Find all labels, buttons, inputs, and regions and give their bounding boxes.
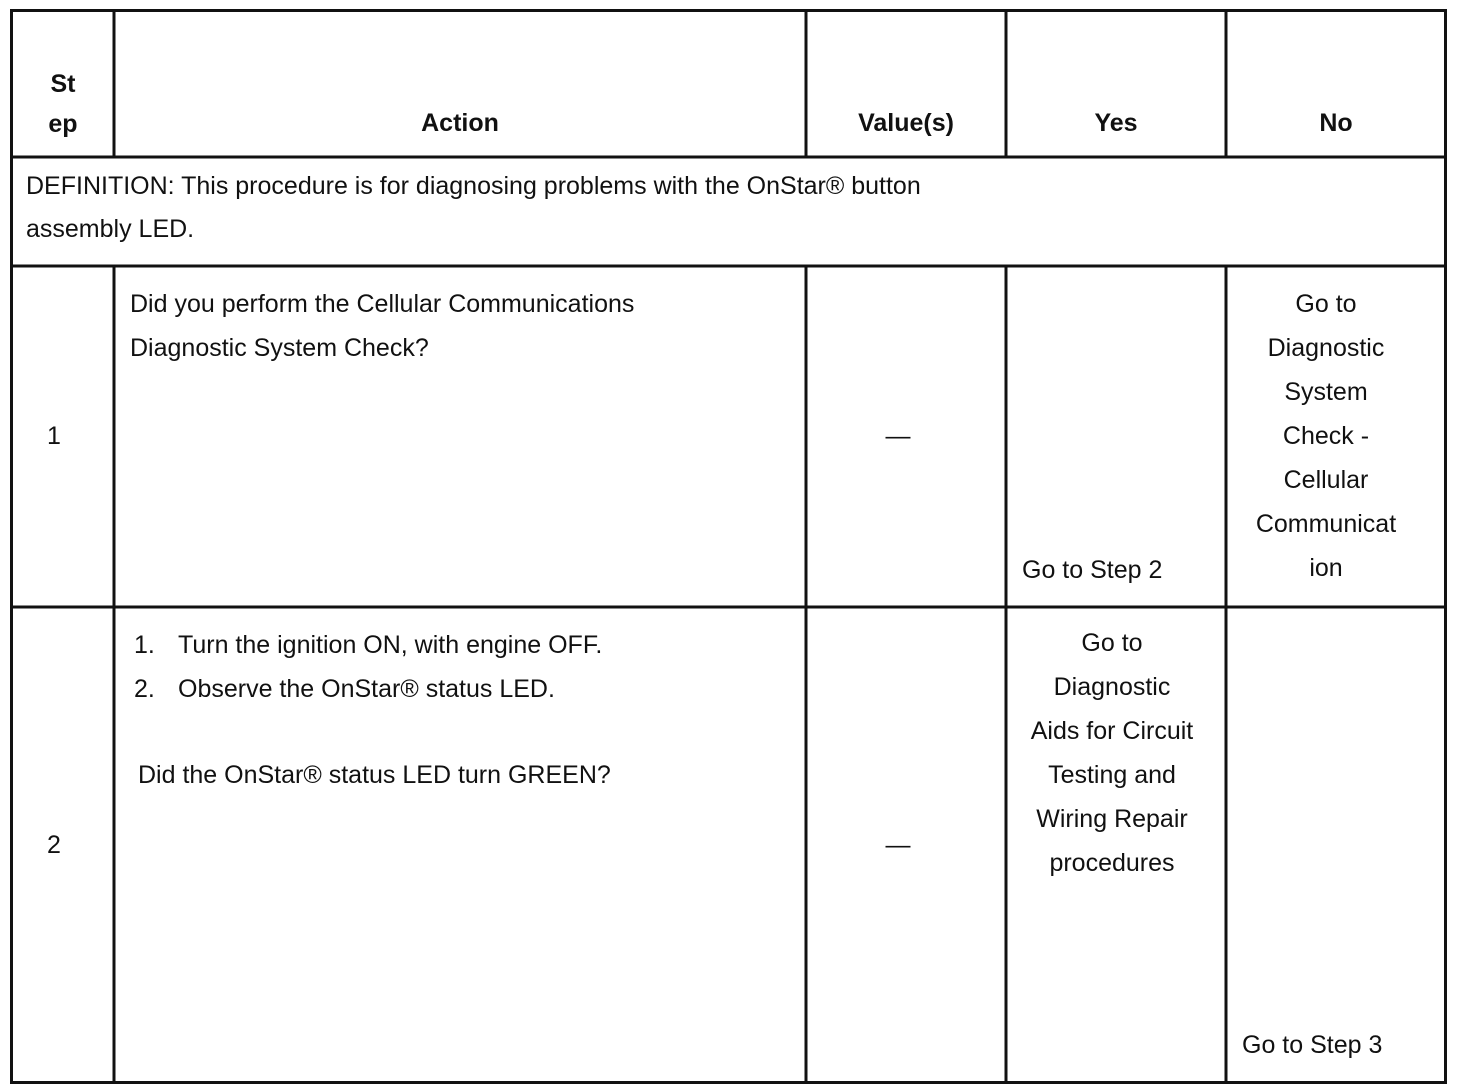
list-item-text: Observe the OnStar® status LED. bbox=[178, 675, 555, 703]
header-values: Value(s) bbox=[858, 109, 954, 137]
list-item-number: 2. bbox=[134, 675, 155, 703]
row1-no: Go to Diagnostic System Check - Cellular Communicat ion bbox=[1255, 290, 1397, 582]
row2-step: 2 bbox=[47, 831, 61, 859]
diagnostic-table bbox=[10, 9, 1447, 1084]
row2-action bbox=[130, 623, 800, 797]
definition-text: DEFINITION: This procedure is for diagnosing problems with the OnStar® button assembly LED. bbox=[26, 172, 921, 243]
header-step: St ep bbox=[48, 70, 78, 138]
row2-action-steps bbox=[130, 623, 800, 711]
row2-yes: Go to Diagnostic Aids for Circuit Testing and Wiring Repair procedures bbox=[1030, 629, 1194, 877]
row2-no: Go to Step 3 bbox=[1242, 1031, 1383, 1059]
list-item-number: 1. bbox=[134, 631, 155, 659]
header-yes: Yes bbox=[1094, 109, 1138, 137]
row1-value: — bbox=[885, 422, 911, 450]
row1-action: Did you perform the Cellular Communications Diagnostic System Check? bbox=[130, 290, 635, 362]
row1-yes: Go to Step 2 bbox=[1022, 556, 1163, 584]
header-action: Action bbox=[421, 109, 499, 137]
row1-step: 1 bbox=[47, 422, 61, 450]
header-no: No bbox=[1319, 109, 1353, 137]
row2-action-question: Did the OnStar® status LED turn GREEN? bbox=[138, 761, 611, 789]
list-item-text: Turn the ignition ON, with engine OFF. bbox=[178, 631, 603, 659]
list-item bbox=[130, 667, 800, 711]
row2-value: — bbox=[885, 831, 911, 859]
list-item bbox=[130, 623, 800, 667]
